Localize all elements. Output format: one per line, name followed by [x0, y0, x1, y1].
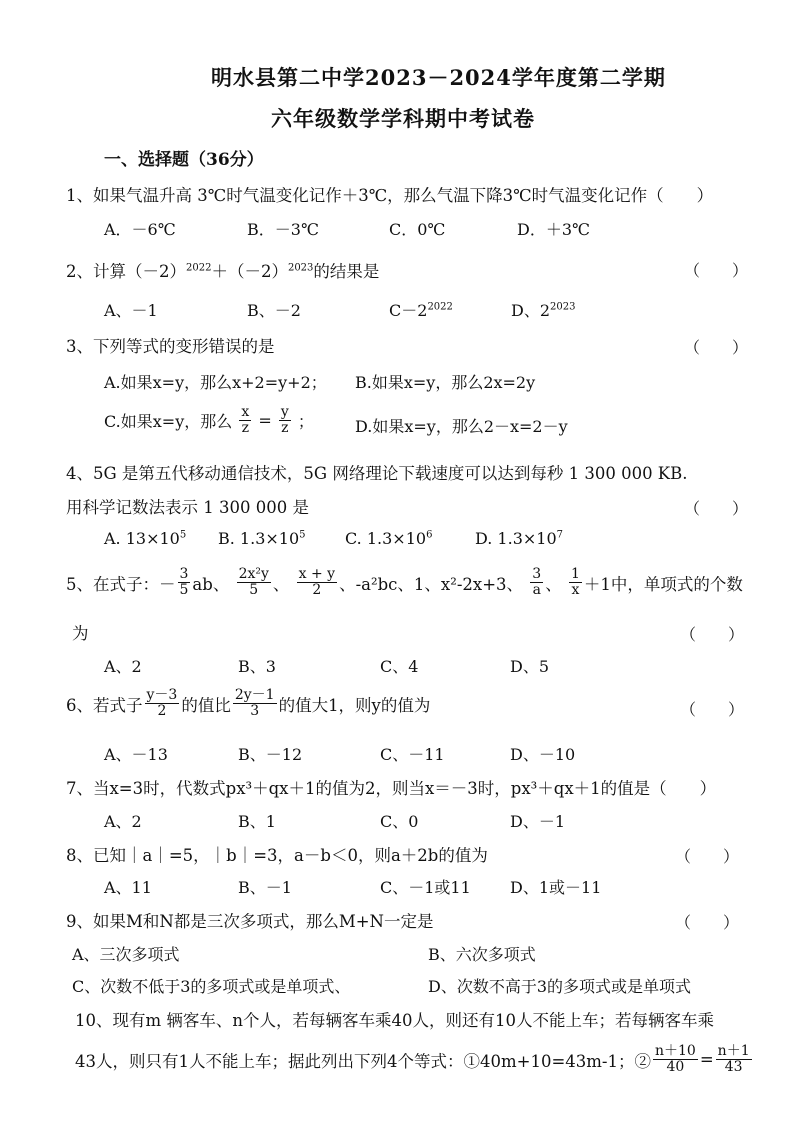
fraction: $\frac{x + y}{2}$ [298, 566, 336, 599]
question-9-option-d: D、次数不高于3的多项式或是单项式 [428, 977, 692, 996]
question-8-option-c: C、－1或11 [380, 878, 471, 897]
question-5-option-b: B、3 [238, 657, 276, 676]
question-3-stem: 3、下列等式的变形错误的是 [66, 337, 275, 356]
question-8-option-a: A、11 [104, 878, 152, 897]
question-4-option-d: D. $1.3\times 10^7$ [475, 529, 564, 548]
fraction: $\frac{n+10}{40}$ [655, 1043, 696, 1076]
fraction: $\frac{2y-1}{3}$ [234, 687, 275, 720]
question-2-option-c: $C-2^{2022}$ [389, 301, 453, 320]
question-7-option-a: A、2 [104, 812, 142, 831]
question-9-option-b: B、六次多项式 [428, 945, 536, 964]
question-6-stem: 6、若式子 $\frac{y-3}{2}$ 的值比 $\frac{2y-1}{3}$ 的值大1，则y的值为 [66, 687, 431, 720]
question-9-option-a: A、三次多项式 [72, 945, 180, 964]
question-6-option-d: D、－10 [510, 745, 576, 764]
question-6-option-c: C、－11 [380, 745, 445, 764]
question-1-option-c: C．0℃ [389, 220, 446, 239]
question-4-line2: 用科学记数法表示 1 300 000 是 [66, 498, 309, 517]
question-1-option-b: B．－3℃ [247, 220, 319, 239]
fraction: $\frac{\text{2x²y}}{5}$ [238, 566, 269, 599]
question-9-option-c: C、次数不低于3的多项式或是单项式、 [72, 977, 351, 996]
fraction: $\frac{n+1}{43}$ [717, 1043, 750, 1076]
question-4-option-a: A. $13\times 10^5$ [104, 529, 187, 548]
question-2-stem: 2、计算$(-2)^{2022}+(-2)^{2023}$的结果是 [66, 262, 380, 281]
question-10-line1: 10、现有m 辆客车、n个人，若每辆客车乘40人，则还有10人不能上车；若每辆客车乘 [75, 1011, 715, 1030]
exam-title-line2: 六年级数学学科期中考试卷 [271, 106, 535, 131]
fraction: $\frac{y}{z}$ [280, 404, 289, 437]
fraction: $\frac{3}{a}$ [532, 566, 542, 599]
question-5-option-a: A、2 [104, 657, 142, 676]
question-7-stem: 7、当x=3时，代数式px³＋qx＋1的值为2，则当x＝－3时，px³＋qx＋1的值是（ ） [66, 779, 717, 798]
question-2-answer-paren: （ ） [684, 261, 749, 280]
question-3-option-b: B.如果x=y，那么2x=2y [355, 373, 536, 392]
section-heading: 一、选择题（36分） [104, 150, 264, 170]
question-1-stem: 1、如果气温升高 3℃时气温变化记作＋3℃，那么气温下降3℃时气温变化记作（ ） [66, 186, 714, 205]
question-2-option-d: D、$2^{2023}$ [511, 301, 576, 320]
question-8-option-b: B、－1 [238, 878, 292, 897]
question-3-option-a: A.如果x=y，那么x+2=y+2； [104, 373, 327, 392]
question-5-line2: 为 [72, 624, 89, 643]
fraction: $\frac{y-3}{2}$ [146, 687, 178, 720]
fraction: $\frac{1}{x}$ [570, 566, 580, 599]
question-5-answer-paren: （ ） [680, 625, 745, 644]
question-4-line1: 4、5G 是第五代移动通信技术，5G 网络理论下载速度可以达到每秒 1 300 000 KB. [66, 464, 688, 483]
question-3-option-c: C.如果x=y，那么 $\frac{x}{z}$ = $\frac{y}{z}$ ； [104, 404, 314, 437]
question-3-option-d: D.如果x=y，那么2－x=2－y [355, 417, 568, 436]
question-4-option-c: C. $1.3\times 10^6$ [345, 529, 433, 548]
question-7-option-d: D、－1 [510, 812, 566, 831]
question-1-option-d: D．＋3℃ [517, 220, 590, 239]
question-8-stem: 8、已知｜a｜=5，｜b｜=3，a－b＜0，则a＋2b的值为 [66, 846, 488, 865]
question-1-option-a: A．－6℃ [104, 220, 176, 239]
fraction: $\frac{3}{5}$ [179, 566, 189, 599]
exam-title-line1: 明水县第二中学2023－2024学年度第二学期 [211, 65, 666, 90]
question-7-option-c: C、0 [380, 812, 419, 831]
question-3-answer-paren: （ ） [684, 338, 749, 357]
question-5-stem: 5、在式子：－ $\frac{3}{5}$ ab、 $\frac{\text{2x²y}}{5}$ 、 $\frac{x + y}{2}$ 、-a²bc、1、x²-2x+3、 $\frac{3}{a}$ 、 $\frac{1}{x}$ ＋1中，单项式的个数 [66, 566, 743, 599]
question-2-option-b: B、－2 [247, 301, 301, 320]
question-4-answer-paren: （ ） [684, 499, 749, 518]
question-8-answer-paren: （ ） [675, 847, 740, 866]
question-9-answer-paren: （ ） [675, 913, 740, 932]
question-4-option-b: B. $1.3\times 10^5$ [218, 529, 306, 548]
question-8-option-d: D、1或－11 [510, 878, 602, 897]
question-10-line2: 43人，则只有1人不能上车；据此列出下列4个等式：①40m+10=43m-1；② $\frac{n+10}{40}$ = $\frac{n+1}{43}$ [75, 1043, 750, 1076]
question-5-option-d: D、5 [510, 657, 550, 676]
question-5-option-c: C、4 [380, 657, 419, 676]
question-9-stem: 9、如果M和N都是三次多项式，那么M+N一定是 [66, 912, 434, 931]
question-6-option-a: A、－13 [104, 745, 168, 764]
question-2-option-a: A、－1 [104, 301, 158, 320]
question-6-option-b: B、－12 [238, 745, 303, 764]
fraction: $\frac{x}{z}$ [241, 404, 250, 437]
question-7-option-b: B、1 [238, 812, 276, 831]
question-6-answer-paren: （ ） [680, 700, 745, 719]
